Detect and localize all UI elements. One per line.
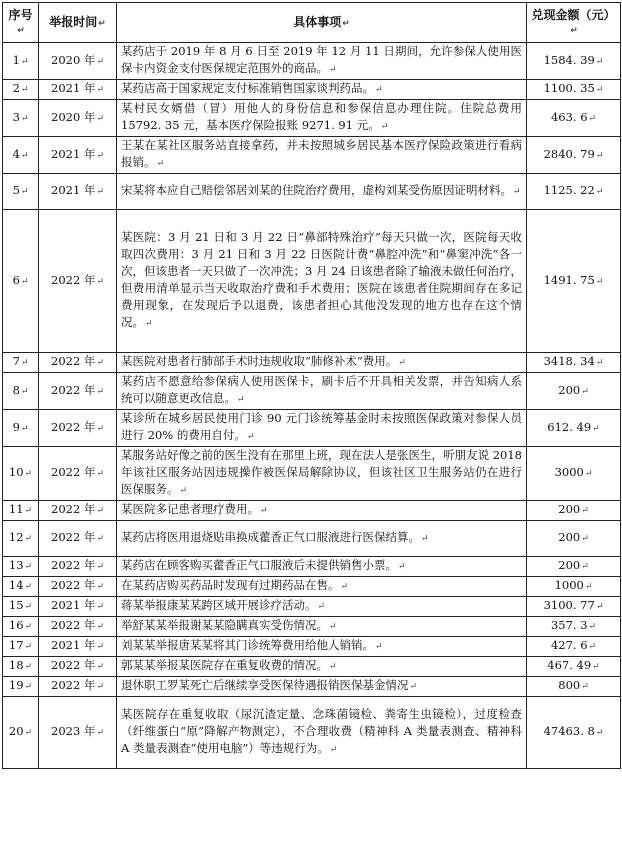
paragraph-mark-icon: ↵: [595, 602, 604, 612]
row-desc: [117, 521, 527, 557]
row-amount: [527, 521, 621, 557]
reward-table: [2, 2, 621, 769]
row-amount: [527, 637, 621, 657]
header-year-text: 举报时间: [49, 14, 98, 29]
row-desc: [117, 501, 527, 521]
row-desc-text: 某村民女婿借（冒）用他人的身份信息和参保信息办理住院。住院总费用 15792. 35 元，基本医疗保险报账 9271. 91 元。: [121, 101, 522, 132]
row-no: [3, 557, 39, 577]
row-year-text: 2021 年: [51, 81, 96, 95]
row-desc: [117, 137, 527, 174]
row-no: [3, 577, 39, 597]
row-year-text: 2020 年: [51, 109, 96, 124]
paragraph-mark-icon: ↵: [595, 728, 604, 738]
paragraph-mark-icon: ↵: [592, 423, 600, 434]
row-no-text: 5: [12, 183, 20, 197]
row-year: [39, 697, 117, 769]
row-amount-text: 800: [558, 678, 581, 692]
paragraph-mark-icon: ↵: [24, 534, 33, 544]
row-amount-text: 1000: [554, 578, 584, 592]
row-year: [39, 373, 117, 410]
row-desc: [117, 577, 527, 597]
paragraph-mark-icon: ↵: [581, 562, 589, 572]
paragraph-mark-icon: ↵: [24, 602, 33, 612]
row-no-text: 10: [8, 465, 24, 479]
row-desc-text: 退休职工罗某死亡后继续享受医保待遇报销医保基金情况: [121, 678, 409, 692]
row-desc: [117, 697, 527, 769]
row-no-text: 1: [12, 52, 20, 67]
paragraph-mark-icon: ↵: [96, 85, 104, 95]
paragraph-mark-icon: ↵: [96, 562, 104, 572]
row-desc-text: 某医院存在重复收取（尿沉渣定量、念珠菌镜检、粪寄生虫镜检），过度检查（纤维蛋白“原”降解产物测定），不合理收费（精神科 A 类量表测查、精神科 A 类量表测查“使用电脑”）等违规行为。: [121, 707, 522, 755]
paragraph-mark-icon: ↵: [398, 562, 406, 572]
row-year-text: 2022 年: [51, 618, 96, 632]
paragraph-mark-icon: ↵: [96, 622, 104, 632]
row-no: [3, 657, 39, 677]
row-year: [39, 353, 117, 373]
row-desc-text: 刘某某举报唐某某将其门诊统筹费用给他人销销。: [121, 638, 374, 652]
row-no: [3, 210, 39, 353]
row-no-text: 8: [12, 382, 20, 397]
paragraph-mark-icon: ↵: [581, 506, 589, 516]
row-year-text: 2022 年: [51, 382, 96, 397]
row-no-text: 9: [12, 419, 20, 434]
table-row: [3, 677, 621, 697]
row-amount: [527, 137, 621, 174]
row-amount: [527, 410, 621, 447]
paragraph-mark-icon: ↵: [98, 18, 106, 29]
row-no: [3, 137, 39, 174]
row-year-text: 2022 年: [51, 678, 96, 692]
paragraph-mark-icon: ↵: [96, 386, 104, 397]
row-year-text: 2022 年: [51, 530, 96, 544]
paragraph-mark-icon: ↵: [570, 25, 578, 36]
paragraph-mark-icon: ↵: [246, 432, 255, 442]
row-amount-text: 1125. 22: [543, 183, 595, 197]
row-desc: [117, 557, 527, 577]
row-no: [3, 521, 39, 557]
row-desc-text: 某医院多记患者理疗费用。: [121, 502, 259, 516]
row-amount-text: 1491. 75: [543, 272, 595, 287]
row-year: [39, 43, 117, 80]
paragraph-mark-icon: ↵: [96, 728, 104, 738]
row-year-text: 2021 年: [51, 146, 96, 161]
row-no-text: 2: [12, 81, 20, 95]
row-amount-text: 467. 49: [547, 658, 592, 672]
paragraph-mark-icon: ↵: [588, 642, 597, 652]
paragraph-mark-icon: ↵: [581, 386, 589, 397]
row-desc: [117, 100, 527, 137]
paragraph-mark-icon: ↵: [581, 682, 589, 692]
row-year: [39, 447, 117, 501]
row-year-text: 2022 年: [51, 578, 96, 592]
row-amount: [527, 100, 621, 137]
paragraph-mark-icon: ↵: [156, 159, 165, 169]
row-no: [3, 697, 39, 769]
table-row: [3, 43, 621, 80]
paragraph-mark-icon: ↵: [595, 150, 604, 161]
row-amount: [527, 43, 621, 80]
row-year: [39, 617, 117, 637]
paragraph-mark-icon: ↵: [329, 65, 337, 75]
paragraph-mark-icon: ↵: [96, 56, 104, 67]
row-year-text: 2022 年: [51, 465, 96, 479]
row-year-text: 2022 年: [51, 658, 96, 672]
paragraph-mark-icon: ↵: [24, 642, 33, 652]
paragraph-mark-icon: ↵: [96, 582, 104, 592]
row-amount-text: 200: [558, 382, 581, 397]
paragraph-mark-icon: ↵: [342, 18, 350, 29]
row-desc-text: 郭某某举报某医院存在重复收费的情况。: [121, 658, 328, 672]
row-amount-text: 200: [558, 558, 581, 572]
table-row: [3, 373, 621, 410]
paragraph-mark-icon: ↵: [340, 582, 349, 592]
row-no-text: 11: [8, 502, 24, 516]
paragraph-mark-icon: ↵: [375, 642, 383, 652]
row-no: [3, 353, 39, 373]
row-desc-text: 某医院：3 月 21 日和 3 月 22 日“鼻部特殊治疗”每天只做一次，医院每天收取四次费用：3 月 21 日和 3 月 22 日医院计费“鼻腔冲洗”和“鼻窦冲洗”各一次，但该患者一天只做了一次冲洗；3 月 24 日该患者除了输液未做任何治疗，但费用清单显示当天收取治疗费和手术费用；医院在该患者住院期间存在多记费用现象，在发现后予以退费，该患者担心其他没发现的地方也存在这个情况。: [121, 230, 522, 329]
row-year-text: 2022 年: [51, 558, 96, 572]
paragraph-mark-icon: ↵: [595, 276, 604, 287]
row-no-text: 17: [8, 638, 24, 652]
table-row: [3, 697, 621, 769]
row-amount: [527, 80, 621, 100]
table-row: [3, 80, 621, 100]
header-no: [3, 3, 39, 43]
row-no-text: 3: [12, 109, 20, 124]
paragraph-mark-icon: ↵: [421, 534, 429, 544]
paragraph-mark-icon: ↵: [96, 682, 104, 692]
paragraph-mark-icon: ↵: [96, 662, 104, 672]
row-year-text: 2021 年: [51, 638, 96, 652]
paragraph-mark-icon: ↵: [329, 622, 337, 632]
table-row: [3, 447, 621, 501]
row-year: [39, 657, 117, 677]
table-row: [3, 617, 621, 637]
paragraph-mark-icon: ↵: [96, 506, 104, 516]
row-no-text: 20: [8, 724, 24, 738]
paragraph-mark-icon: ↵: [595, 56, 604, 67]
header-desc: [117, 3, 527, 43]
row-desc-text: 某药店将医用退烧贴串换成藿香正气口服液进行医保结算。: [121, 530, 420, 544]
row-desc-text: 在某药店购买药品时发现有过期药品在售。: [121, 578, 340, 592]
table-row: [3, 501, 621, 521]
header-desc-text: 具体事项: [293, 14, 342, 29]
paragraph-mark-icon: ↵: [581, 534, 589, 544]
row-year: [39, 597, 117, 617]
paragraph-mark-icon: ↵: [24, 469, 33, 479]
paragraph-mark-icon: ↵: [398, 358, 406, 368]
row-no-text: 15: [8, 598, 24, 612]
row-amount: [527, 210, 621, 353]
row-desc-text: 举舒某某举报谢某某隐瞒真实受伤情况。: [121, 618, 328, 632]
row-amount: [527, 597, 621, 617]
row-year: [39, 637, 117, 657]
row-no: [3, 597, 39, 617]
row-amount: [527, 447, 621, 501]
paragraph-mark-icon: ↵: [24, 506, 33, 516]
row-year: [39, 501, 117, 521]
row-amount-text: 463. 6: [550, 109, 588, 124]
row-desc-text: 某药店不愿意给参保病人使用医保卡，刷卡后不开具相关发票，并告知病人系统可以随意更改信息。: [121, 374, 522, 405]
row-amount-text: 200: [558, 530, 581, 544]
row-desc: [117, 657, 527, 677]
row-desc-text: 宋某将本应自己赔偿邻居刘某的住院治疗费用，虚构刘某受伤原因证明材料。: [121, 183, 512, 197]
row-amount-text: 200: [558, 502, 581, 516]
row-desc-text: 王某在某社区服务站直接拿药，并未按照城乡居民基本医疗保险政策进行看病报销。: [121, 138, 522, 169]
paragraph-mark-icon: ↵: [317, 602, 326, 612]
paragraph-mark-icon: ↵: [20, 187, 29, 197]
row-year: [39, 577, 117, 597]
row-year: [39, 521, 117, 557]
table-row: [3, 577, 621, 597]
table-row: [3, 521, 621, 557]
row-no-text: 16: [8, 618, 24, 632]
row-year: [39, 557, 117, 577]
row-year-text: 2020 年: [51, 52, 96, 67]
paragraph-mark-icon: ↵: [20, 276, 29, 287]
header-amount: [527, 3, 621, 43]
row-year: [39, 677, 117, 697]
paragraph-mark-icon: ↵: [96, 602, 104, 612]
paragraph-mark-icon: ↵: [24, 562, 33, 572]
row-desc: [117, 43, 527, 80]
row-amount: [527, 697, 621, 769]
paragraph-mark-icon: ↵: [595, 358, 604, 368]
paragraph-mark-icon: ↵: [96, 187, 104, 197]
row-amount-text: 427. 6: [550, 638, 588, 652]
row-year-text: 2022 年: [51, 354, 96, 368]
table-row: [3, 353, 621, 373]
row-amount-text: 1100. 35: [543, 81, 595, 95]
header-amount-text: 兑现金额（元）: [531, 7, 616, 22]
row-amount-text: 612. 49: [547, 419, 592, 434]
row-amount: [527, 577, 621, 597]
row-no-text: 14: [8, 578, 24, 592]
row-year-text: 2021 年: [51, 598, 96, 612]
row-year-text: 2022 年: [51, 502, 96, 516]
paragraph-mark-icon: ↵: [513, 187, 521, 197]
row-amount-text: 3100. 77: [543, 598, 595, 612]
paragraph-mark-icon: ↵: [584, 582, 593, 592]
paragraph-mark-icon: ↵: [375, 85, 383, 95]
row-desc: [117, 637, 527, 657]
row-amount-text: 3000: [554, 465, 584, 479]
row-amount-text: 3418. 34: [543, 354, 595, 368]
header-row: [3, 3, 621, 43]
header-year: [39, 3, 117, 43]
row-no-text: 19: [8, 678, 24, 692]
paragraph-mark-icon: ↵: [380, 122, 389, 132]
row-amount: [527, 677, 621, 697]
row-amount-text: 357. 3: [550, 618, 588, 632]
paragraph-mark-icon: ↵: [145, 319, 153, 329]
row-no: [3, 100, 39, 137]
row-desc: [117, 597, 527, 617]
table-row: [3, 100, 621, 137]
header-no-text: 序号: [8, 7, 33, 22]
paragraph-mark-icon: ↵: [20, 56, 29, 67]
paragraph-mark-icon: ↵: [237, 395, 245, 405]
row-desc-text: 某诊所在城乡居民使用门诊 90 元门诊统筹基金时未按照医保政策对参保人员进行 20% 的费用自付。: [121, 411, 522, 442]
row-year: [39, 137, 117, 174]
row-year: [39, 174, 117, 210]
paragraph-mark-icon: ↵: [20, 358, 29, 368]
row-desc: [117, 174, 527, 210]
row-no-text: 4: [12, 146, 20, 161]
row-no: [3, 637, 39, 657]
row-no: [3, 43, 39, 80]
row-desc: [117, 447, 527, 501]
row-desc: [117, 410, 527, 447]
paragraph-mark-icon: ↵: [24, 662, 33, 672]
row-amount: [527, 657, 621, 677]
row-no: [3, 501, 39, 521]
row-no: [3, 174, 39, 210]
row-year-text: 2023 年: [51, 724, 96, 738]
paragraph-mark-icon: ↵: [595, 85, 604, 95]
row-amount: [527, 501, 621, 521]
row-amount: [527, 557, 621, 577]
table-row: [3, 597, 621, 617]
row-no: [3, 677, 39, 697]
row-desc: [117, 353, 527, 373]
row-no-text: 12: [8, 530, 24, 544]
paragraph-mark-icon: ↵: [24, 582, 33, 592]
paragraph-mark-icon: ↵: [329, 745, 338, 755]
row-year: [39, 80, 117, 100]
row-amount-text: 1584. 39: [543, 52, 595, 67]
paragraph-mark-icon: ↵: [588, 113, 597, 124]
row-desc-text: 某医院对患者行肺部手术时违规收取“肺修补术”费用。: [121, 354, 398, 368]
row-year-text: 2021 年: [51, 183, 96, 197]
row-desc: [117, 677, 527, 697]
row-desc: [117, 80, 527, 100]
paragraph-mark-icon: ↵: [17, 25, 25, 36]
row-year: [39, 100, 117, 137]
table-row: [3, 410, 621, 447]
row-amount: [527, 373, 621, 410]
paragraph-mark-icon: ↵: [96, 642, 104, 652]
paragraph-mark-icon: ↵: [329, 662, 337, 672]
row-no-text: 6: [12, 272, 20, 287]
paragraph-mark-icon: ↵: [592, 662, 600, 672]
row-desc: [117, 210, 527, 353]
paragraph-mark-icon: ↵: [96, 469, 104, 479]
row-amount: [527, 617, 621, 637]
table-row: [3, 657, 621, 677]
paragraph-mark-icon: ↵: [20, 85, 29, 95]
table-row: [3, 210, 621, 353]
row-desc-text: 某药店于 2019 年 8 月 6 日至 2019 年 12 月 11 日期间，允许参保人使用医保卡内资金支付医保规定范围外的商品。: [121, 44, 522, 75]
row-desc-text: 某药店高于国家规定支付标准销售国家谈判药品。: [121, 81, 374, 95]
row-desc-text: 蒋某举报康某某跨区域开展诊疗活动。: [121, 598, 317, 612]
paragraph-mark-icon: ↵: [179, 486, 188, 496]
row-no: [3, 447, 39, 501]
paragraph-mark-icon: ↵: [96, 358, 104, 368]
paragraph-mark-icon: ↵: [96, 113, 104, 124]
paragraph-mark-icon: ↵: [20, 386, 29, 397]
row-year: [39, 410, 117, 447]
row-amount-text: 2840. 79: [543, 146, 595, 161]
row-year-text: 2022 年: [51, 272, 96, 287]
paragraph-mark-icon: ↵: [24, 728, 33, 738]
row-year: [39, 210, 117, 353]
table-body: [3, 43, 621, 769]
paragraph-mark-icon: ↵: [409, 682, 418, 692]
row-amount-text: 47463. 8: [543, 724, 595, 738]
table-row: [3, 637, 621, 657]
paragraph-mark-icon: ↵: [595, 187, 604, 197]
row-no: [3, 373, 39, 410]
paragraph-mark-icon: ↵: [24, 622, 33, 632]
paragraph-mark-icon: ↵: [588, 622, 597, 632]
row-no: [3, 80, 39, 100]
table-row: [3, 137, 621, 174]
paragraph-mark-icon: ↵: [260, 506, 268, 516]
row-no-text: 18: [8, 658, 24, 672]
row-desc: [117, 617, 527, 637]
paragraph-mark-icon: ↵: [96, 534, 104, 544]
paragraph-mark-icon: ↵: [96, 423, 104, 434]
table-row: [3, 557, 621, 577]
paragraph-mark-icon: ↵: [96, 150, 104, 161]
paragraph-mark-icon: ↵: [24, 682, 33, 692]
row-amount: [527, 353, 621, 373]
paragraph-mark-icon: ↵: [96, 276, 104, 287]
paragraph-mark-icon: ↵: [20, 150, 29, 161]
paragraph-mark-icon: ↵: [20, 113, 29, 124]
paragraph-mark-icon: ↵: [584, 469, 593, 479]
row-year-text: 2022 年: [51, 419, 96, 434]
table-row: [3, 174, 621, 210]
row-desc-text: 某药店在顾客购买藿香正气口服液后未提供销售小票。: [121, 558, 397, 572]
row-desc-text: 某服务站好像之前的医生没有在那里上班，现在法人是张医生，听朋友说 2018 年该社区服务站因违规操作被医保局解除协议，但该社区卫生服务站仍在进行医保服务。: [121, 448, 522, 496]
row-amount: [527, 174, 621, 210]
row-no: [3, 617, 39, 637]
row-no-text: 13: [8, 558, 24, 572]
row-desc: [117, 373, 527, 410]
paragraph-mark-icon: ↵: [20, 423, 29, 434]
row-no-text: 7: [12, 354, 20, 368]
row-no: [3, 410, 39, 447]
